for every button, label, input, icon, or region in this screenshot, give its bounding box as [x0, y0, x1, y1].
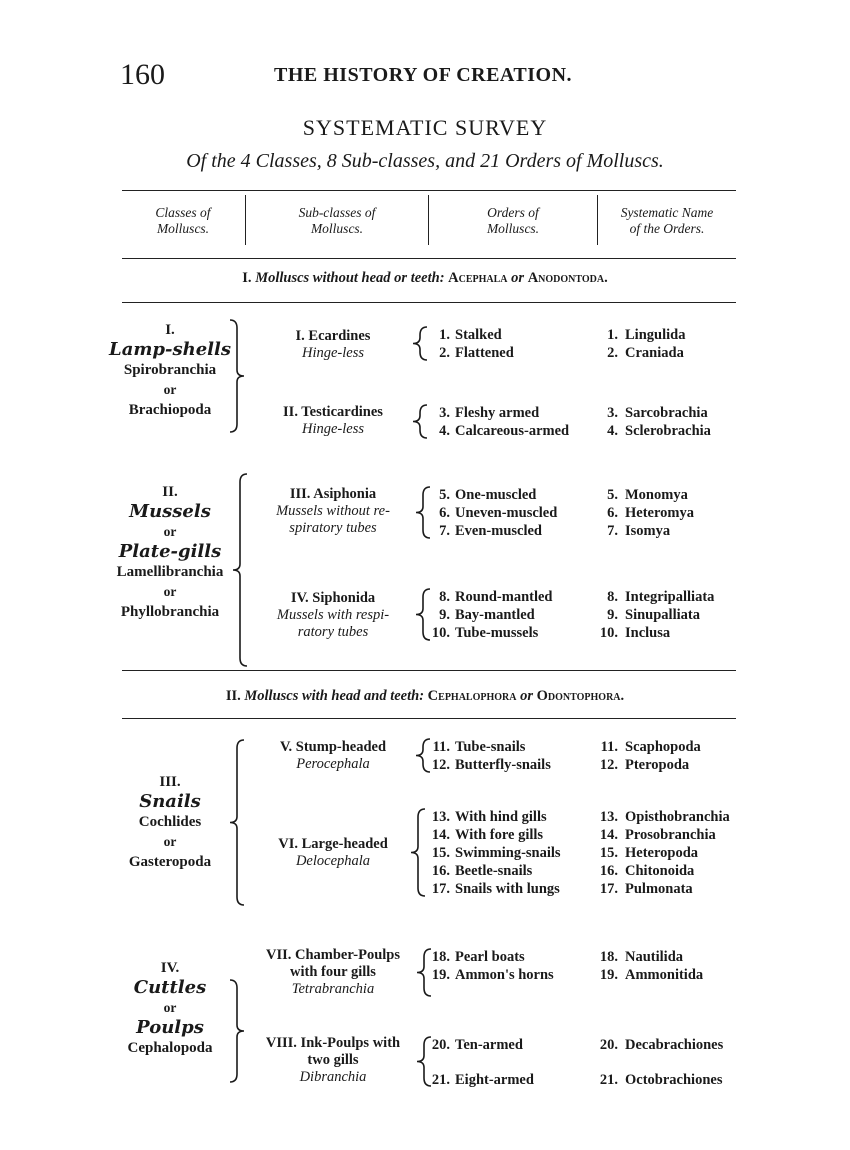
order-name: One-muscled: [455, 487, 537, 503]
brace: [413, 327, 427, 360]
order-number: 18.: [431, 949, 450, 965]
subclass-latin: Hinge-less: [301, 345, 364, 361]
column-header-systematic-name: Systematic Name of the Orders.: [620, 205, 714, 236]
section-heading-2: II. Molluscs with head and teeth: Cephalophora or Odontophora.: [225, 688, 625, 704]
class-line: Cuttles: [133, 977, 207, 998]
order-number: 9.: [439, 607, 450, 623]
order-name: With hind gills: [455, 809, 547, 825]
order-number-systematic: 20.: [599, 1037, 618, 1053]
subclass-name: VI. Large-headed: [278, 836, 388, 852]
order-number-systematic: 12.: [599, 757, 618, 773]
order-number: 3.: [439, 405, 450, 421]
order-number-systematic: 11.: [600, 739, 618, 755]
order-systematic-name: Octobrachiones: [625, 1072, 723, 1088]
order-systematic-name: Pteropoda: [625, 757, 690, 773]
order-name: Even-muscled: [455, 523, 542, 539]
order-number-systematic: 16.: [599, 863, 618, 879]
order-number: 5.: [439, 487, 450, 503]
order-systematic-name: Scaphopoda: [625, 739, 701, 755]
brace: [233, 474, 247, 666]
class-line: III.: [159, 774, 181, 790]
brace: [411, 809, 425, 896]
order-number: 2.: [439, 345, 450, 361]
column-header-subclasses: Sub-classes of Molluscs.: [298, 205, 376, 236]
class-line: IV.: [160, 960, 180, 976]
class-line: or: [163, 584, 177, 599]
order-number: 10.: [431, 625, 450, 641]
column-header-classes: Classes of Molluscs.: [155, 205, 211, 236]
order-number: 6.: [439, 505, 450, 521]
order-number-systematic: 6.: [607, 505, 618, 521]
order-systematic-name: Prosobranchia: [625, 827, 716, 843]
class-line: Gasteropoda: [128, 854, 212, 870]
order-number-systematic: 9.: [607, 607, 618, 623]
order-name: Swimming-snails: [455, 845, 561, 861]
subclass-name: II. Testicardines: [283, 404, 383, 420]
subclass-latin: Delocephala: [295, 853, 371, 869]
order-number-systematic: 5.: [607, 487, 618, 503]
order-systematic-name: Pulmonata: [625, 881, 693, 897]
order-number-systematic: 19.: [599, 967, 618, 983]
subclass-latin: Dibranchia: [299, 1069, 367, 1085]
order-number: 13.: [431, 809, 450, 825]
subclass-latin: Mussels without re-: [276, 503, 390, 519]
order-number: 14.: [431, 827, 450, 843]
order-name: Uneven-muscled: [455, 505, 558, 521]
class-line: Cochlides: [138, 814, 202, 830]
order-number: 19.: [431, 967, 450, 983]
order-number-systematic: 3.: [607, 405, 618, 421]
order-number-systematic: 21.: [599, 1072, 618, 1088]
order-number: 16.: [431, 863, 450, 879]
class-line: Spirobranchia: [123, 362, 217, 378]
subclass-name: VII. Chamber-Poulps: [265, 947, 400, 963]
class-line: Poulps: [136, 1017, 204, 1038]
order-systematic-name: Heteromya: [625, 505, 694, 521]
subclass-name: V. Stump-headed: [279, 739, 387, 755]
order-number-systematic: 14.: [599, 827, 618, 843]
brace: [230, 320, 244, 432]
order-name: Snails with lungs: [455, 881, 560, 897]
order-name: Tube-snails: [455, 739, 526, 755]
subclass-latin: Tetrabranchia: [291, 981, 375, 997]
order-number: 11.: [432, 739, 450, 755]
order-number-systematic: 7.: [607, 523, 618, 539]
column-header-orders: Orders of Molluscs.: [486, 205, 540, 236]
class-line: or: [163, 382, 177, 397]
order-number: 1.: [439, 327, 450, 343]
class-line: Cephalopoda: [127, 1040, 213, 1056]
brace: [416, 739, 430, 772]
order-number-systematic: 13.: [599, 809, 618, 825]
subclass-latin: ratory tubes: [297, 624, 369, 640]
order-number: 7.: [439, 523, 450, 539]
order-number: 21.: [431, 1072, 450, 1088]
order-name: With fore gills: [455, 827, 544, 843]
order-systematic-name: Craniada: [625, 345, 684, 361]
order-number: 20.: [431, 1037, 450, 1053]
subclass-name: with four gills: [290, 964, 376, 980]
order-number: 8.: [439, 589, 450, 605]
order-number: 17.: [431, 881, 450, 897]
order-systematic-name: Lingulida: [625, 327, 686, 343]
order-number-systematic: 2.: [607, 345, 618, 361]
order-systematic-name: Isomya: [625, 523, 671, 539]
class-line: Plate-gills: [118, 541, 222, 562]
order-number-systematic: 15.: [599, 845, 618, 861]
order-systematic-name: Sarcobrachia: [625, 405, 708, 421]
brace: [230, 740, 244, 905]
running-title: THE HISTORY OF CREATION.: [274, 64, 573, 86]
order-number-systematic: 8.: [607, 589, 618, 605]
order-name: Butterfly-snails: [455, 757, 551, 773]
class-line: Mussels: [129, 501, 211, 522]
order-number-systematic: 18.: [599, 949, 618, 965]
order-systematic-name: Nautilida: [625, 949, 684, 965]
order-number-systematic: 4.: [607, 423, 618, 439]
table-subtitle: Of the 4 Classes, 8 Sub-classes, and 21 Orders of Molluscs.: [186, 150, 664, 172]
subclass-name: IV. Siphonida: [290, 590, 376, 606]
order-name: Bay-mantled: [455, 607, 535, 623]
order-name: Ten-armed: [455, 1037, 523, 1053]
subclass-name: III. Asiphonia: [289, 486, 377, 502]
class-line: Snails: [139, 791, 201, 812]
section-heading-1: I. Molluscs without head or teeth: Acephala or Anodontoda.: [242, 270, 608, 286]
page-number: 160: [120, 58, 165, 91]
subclass-latin: spiratory tubes: [289, 520, 377, 536]
subclass-latin: Hinge-less: [301, 421, 364, 437]
class-line: or: [163, 1000, 177, 1015]
order-number: 15.: [431, 845, 450, 861]
class-line: or: [163, 834, 177, 849]
brace: [416, 487, 430, 538]
class-line: II.: [162, 484, 178, 500]
order-name: Eight-armed: [455, 1072, 534, 1088]
class-line: Lamp-shells: [109, 339, 231, 360]
subclass-latin: Perocephala: [296, 756, 370, 772]
order-name: Tube-mussels: [455, 625, 539, 641]
order-name: Beetle-snails: [455, 863, 533, 879]
order-systematic-name: Sinupalliata: [625, 607, 700, 623]
order-systematic-name: Decabrachiones: [625, 1037, 724, 1053]
class-line: Brachiopoda: [128, 402, 212, 418]
order-systematic-name: Ammonitida: [625, 967, 704, 983]
subclass-name: I. Ecardines: [295, 328, 371, 344]
order-systematic-name: Inclusa: [625, 625, 671, 641]
order-systematic-name: Sclerobrachia: [625, 423, 711, 439]
class-line: Phyllobranchia: [120, 604, 220, 620]
class-line: Lamellibranchia: [116, 564, 224, 580]
order-name: Stalked: [455, 327, 502, 343]
order-name: Ammon's horns: [455, 967, 554, 983]
order-name: Calcareous-armed: [455, 423, 570, 439]
subclass-name: two gills: [307, 1052, 359, 1068]
brace: [417, 1037, 431, 1086]
order-systematic-name: Chitonoida: [625, 863, 695, 879]
brace: [417, 949, 431, 996]
order-name: Fleshy armed: [455, 405, 540, 421]
order-number-systematic: 10.: [599, 625, 618, 641]
class-line: or: [163, 524, 177, 539]
order-systematic-name: Integripalliata: [625, 589, 715, 605]
order-number-systematic: 1.: [607, 327, 618, 343]
class-line: I.: [165, 322, 175, 338]
subclass-name: VIII. Ink-Poulps with: [265, 1035, 401, 1051]
order-name: Round-mantled: [455, 589, 553, 605]
order-name: Pearl boats: [455, 949, 525, 965]
order-number: 12.: [431, 757, 450, 773]
subclass-latin: Mussels with respi-: [276, 607, 390, 623]
brace: [230, 980, 244, 1082]
order-name: Flattened: [455, 345, 514, 361]
order-systematic-name: Monomya: [625, 487, 688, 503]
order-number-systematic: 17.: [599, 881, 618, 897]
order-systematic-name: Opisthobranchia: [625, 809, 730, 825]
order-systematic-name: Heteropoda: [625, 845, 699, 861]
order-number: 4.: [439, 423, 450, 439]
table-title: SYSTEMATIC SURVEY: [302, 115, 548, 140]
brace: [413, 405, 427, 438]
brace: [416, 589, 430, 640]
